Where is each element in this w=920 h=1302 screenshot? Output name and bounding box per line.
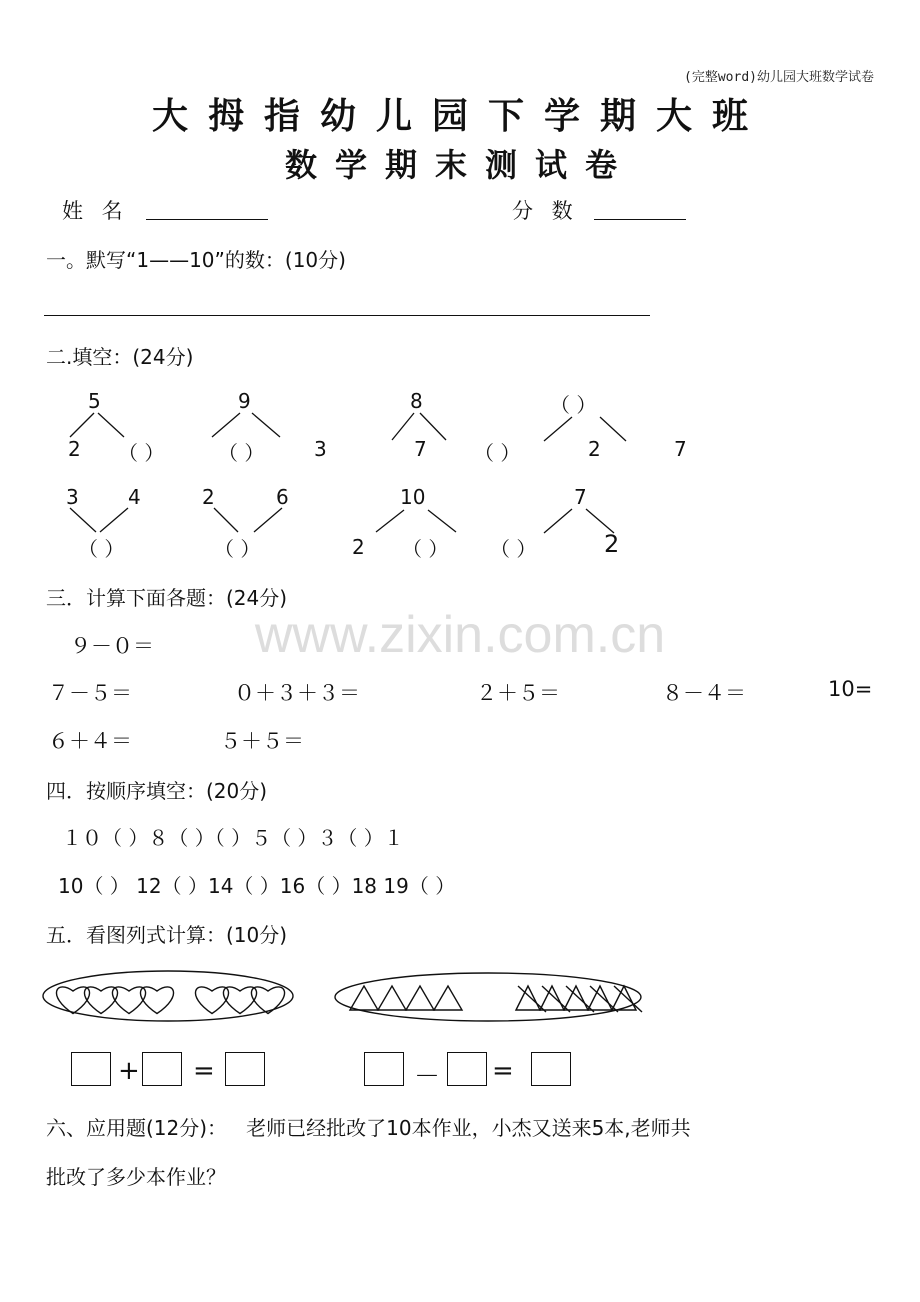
page-subtitle: 数学期末测试卷 [284, 146, 635, 184]
calc-item: ２＋５＝ [476, 681, 560, 705]
bond-top: 10 [400, 485, 426, 509]
watermark: www.zixin.com.cn [254, 606, 666, 664]
crossed-triangle-icon [588, 986, 612, 1010]
section-6-question: 六、应用题(12分)： 老师已经批改了10本作业，小杰又送来5本,老师共 [46, 1116, 691, 1140]
bond-right: 2 [604, 530, 620, 558]
triangle-icon [434, 986, 462, 1010]
calc-item: ８－４＝ [662, 681, 746, 705]
bond-left: 2 [68, 437, 81, 461]
sequence-line: 10（ ） 12（ ）14（ ）16（ ）18 19（ ） [58, 874, 456, 898]
calc-item: ９－０＝ [70, 634, 154, 658]
answer-box[interactable] [531, 1052, 571, 1086]
bond-top: 7 [574, 485, 587, 509]
triangle-icon [378, 986, 406, 1010]
bond-blank[interactable]: （ ） [118, 441, 165, 465]
crossed-triangle-icon [516, 986, 540, 1010]
bond-left: 2 [588, 437, 601, 461]
bond-blank[interactable]: （ ） [214, 537, 261, 561]
triangle-icon [350, 986, 378, 1010]
bond-blank[interactable]: （ ） [402, 537, 449, 561]
section-4-heading: 四．按顺序填空：(20分) [46, 779, 268, 803]
plus-sign: + [118, 1056, 140, 1086]
calc-item: ５＋５＝ [220, 729, 304, 753]
name-label: 姓 名 [62, 199, 129, 223]
sequence-line: １０（ ）８（ ）（ ）５（ ）３（ ）１ [62, 826, 404, 850]
page-title: 大拇指幼儿园下学期大班 [151, 95, 768, 137]
calc-item: ７－５＝ [48, 681, 132, 705]
calc-item: ０＋３＋３＝ [234, 681, 360, 705]
section-3-heading: 三．计算下面各题：(24分) [46, 586, 288, 610]
bond-left: 2 [202, 485, 215, 509]
bond-blank[interactable]: （ ） [550, 393, 597, 417]
minus-sign: － [414, 1062, 441, 1092]
bond-top: 9 [238, 389, 251, 413]
section-2-heading: 二.填空：(24分) [46, 345, 194, 369]
bond-right: 4 [128, 485, 141, 509]
bond-blank[interactable]: （ ） [474, 441, 521, 465]
equals-sign: = [193, 1056, 215, 1086]
section-6-question-cont: 批改了多少本作业？ [46, 1165, 226, 1189]
answer-box[interactable] [447, 1052, 487, 1086]
bond-blank[interactable]: （ ） [78, 537, 125, 561]
bond-right: 3 [314, 437, 327, 461]
equals-sign: = [492, 1056, 514, 1086]
bond-blank[interactable]: （ ） [218, 441, 265, 465]
bond-top: 5 [88, 389, 101, 413]
calc-item: 10= [828, 677, 873, 701]
bond-blank[interactable]: （ ） [490, 537, 537, 561]
bond-left: 7 [414, 437, 427, 461]
bond-top: 8 [410, 389, 423, 413]
calc-item: ６＋４＝ [48, 729, 132, 753]
answer-box[interactable] [225, 1052, 265, 1086]
bond-left: 3 [66, 485, 79, 509]
crossed-triangle-icon [564, 986, 588, 1010]
section-5-heading: 五．看图列式计算：(10分) [46, 923, 288, 947]
crossed-triangle-icon [540, 986, 564, 1010]
answer-box[interactable] [71, 1052, 111, 1086]
score-label: 分 数 [512, 199, 579, 223]
section-1-heading: 一。默写“1——10”的数：(10分) [46, 248, 346, 272]
header-note: (完整word)幼儿园大班数学试卷 [684, 70, 874, 85]
bond-right: 6 [276, 485, 289, 509]
bond-left: 2 [352, 535, 365, 559]
answer-box[interactable] [364, 1052, 404, 1086]
triangle-icon [406, 986, 434, 1010]
answer-box[interactable] [142, 1052, 182, 1086]
bond-right: 7 [674, 437, 687, 461]
